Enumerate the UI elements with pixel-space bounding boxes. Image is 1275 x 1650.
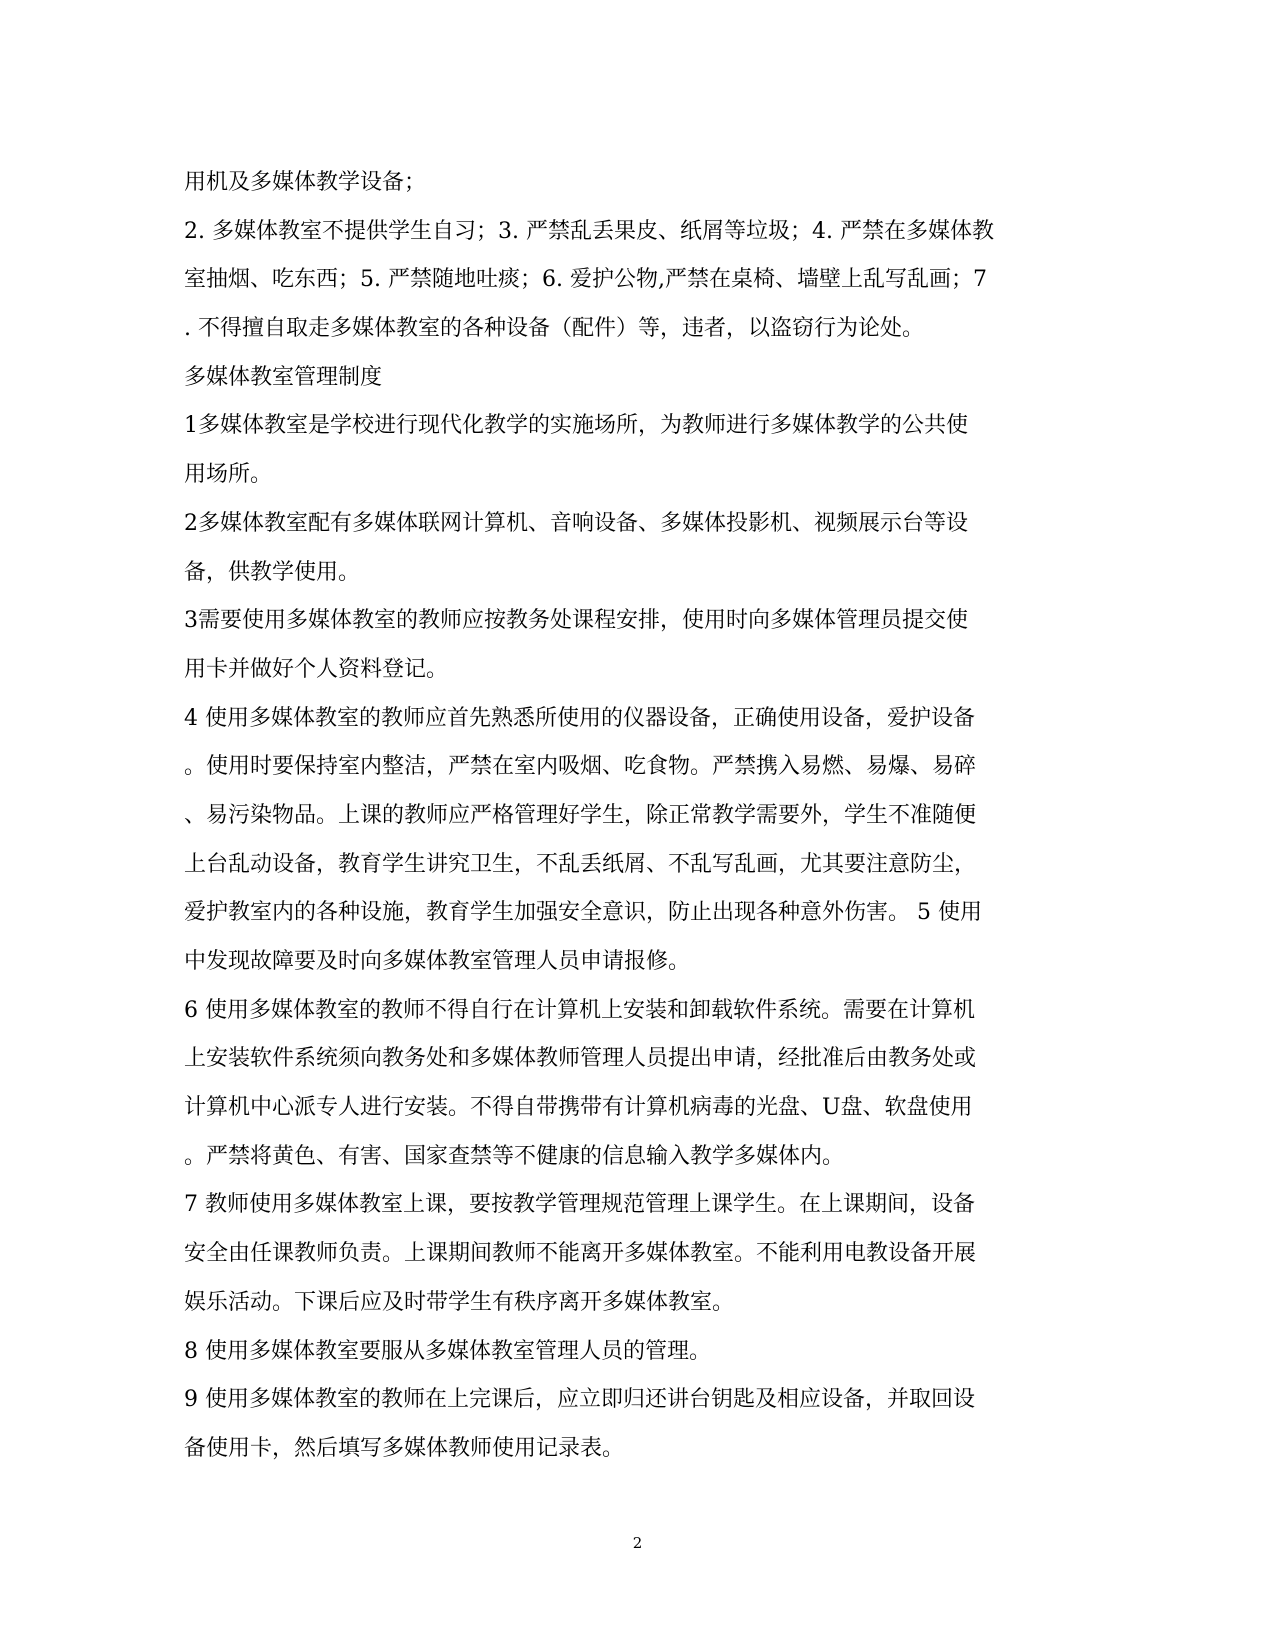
text-line: 娱乐活动。下课后应及时带学生有秩序离开多媒体教室。 — [184, 1289, 735, 1315]
text-line: 用机及多媒体教学设备； — [184, 170, 427, 195]
text-line: 安全由任课教师负责。上课期间教师不能离开多媒体教室。不能利用电教设备开展 — [184, 1241, 977, 1267]
text-line: 2. 多媒体教室不提供学生自习；3. 严禁乱丢果皮、纸屑等垃圾；4. 严禁在多媒体教 — [184, 218, 994, 244]
text-line: 9 使用多媒体教室的教师在上完课后，应立即归还讲台钥匙及相应设备，并取回设 — [184, 1387, 975, 1413]
page-number: 2 — [632, 1534, 643, 1552]
text-line: 用场所。 — [184, 462, 273, 488]
text-line: 用卡并做好个人资料登记。 — [184, 656, 449, 682]
text-line: 上安装软件系统须向教务处和多媒体教师管理人员提出申请，经批准后由教务处或 — [184, 1046, 977, 1072]
text-line: 上台乱动设备，教育学生讲究卫生，不乱丢纸屑、不乱写乱画，尤其要注意防尘， — [184, 851, 977, 877]
text-line: 4 使用多媒体教室的教师应首先熟悉所使用的仪器设备，正确使用设备，爱护设备 — [184, 705, 975, 731]
text-line: 中发现故障要及时向多媒体教室管理人员申请报修。 — [184, 949, 691, 974]
text-line: 1多媒体教室是学校进行现代化教学的实施场所，为教师进行多媒体教学的公共使 — [184, 413, 968, 439]
text-line: 备，供教学使用。 — [184, 559, 361, 585]
page-body — [184, 159, 1074, 1474]
text-line: 7 教师使用多媒体教室上课，要按教学管理规范管理上课学生。在上课期间，设备 — [184, 1192, 975, 1218]
text-line: 2多媒体教室配有多媒体联网计算机、音响设备、多媒体投影机、视频展示台等设 — [184, 510, 968, 536]
text-line: 。严禁将黄色、有害、国家查禁等不健康的信息输入教学多媒体内。 — [184, 1143, 845, 1169]
text-line: 室抽烟、吃东西；5. 严禁随地吐痰；6. 爱护公物,严禁在桌椅、墙壁上乱写乱画；7 — [184, 267, 987, 293]
text-line: 8 使用多媒体教室要服从多媒体教室管理人员的管理。 — [184, 1338, 711, 1364]
text-line: 。使用时要保持室内整洁，严禁在室内吸烟、吃食物。严禁携入易燃、易爆、易碎 — [184, 754, 977, 780]
text-line: 计算机中心派专人进行安装。不得自带携带有计算机病毒的光盘、U盘、软盘使用 — [184, 1095, 973, 1121]
section-heading: 多媒体教室管理制度 — [184, 364, 383, 390]
text-line: 3需要使用多媒体教室的教师应按教务处课程安排，使用时向多媒体管理员提交使 — [184, 608, 968, 634]
text-line: . 不得擅自取走多媒体教室的各种设备（配件）等，违者，以盗窃行为论处。 — [184, 316, 924, 342]
text-line: 6 使用多媒体教室的教师不得自行在计算机上安装和卸载软件系统。需要在计算机 — [184, 997, 975, 1023]
text-line: 备使用卡，然后填写多媒体教师使用记录表。 — [184, 1435, 625, 1461]
text-line: 、易污染物品。上课的教师应严格管理好学生，除正常教学需要外，学生不准随便 — [184, 802, 977, 828]
text-line: 爱护教室内的各种设施，教育学生加强安全意识，防止出现各种意外伤害。 5 使用 — [184, 900, 982, 926]
